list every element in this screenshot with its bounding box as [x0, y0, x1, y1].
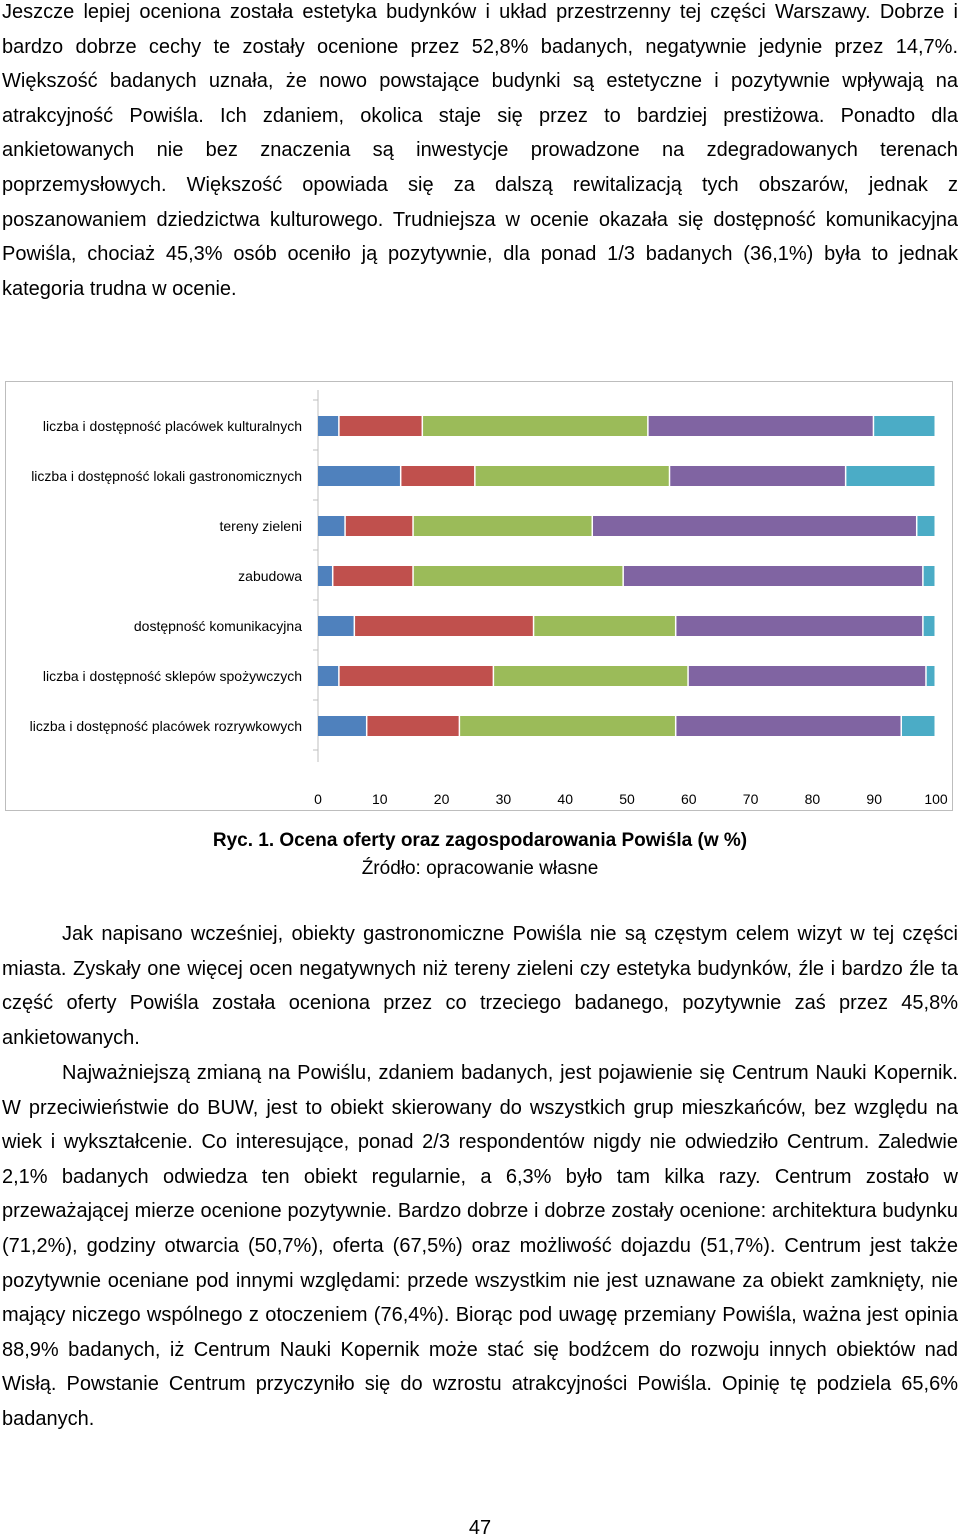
x-tick-label: 70 [742, 791, 759, 807]
bar-segment [340, 416, 422, 436]
bar-segment [593, 516, 916, 536]
bar-segment [846, 466, 934, 486]
bar-segment [649, 416, 873, 436]
category-label: dostępność komunikacyjna [133, 618, 302, 634]
bar-segment [927, 666, 935, 686]
category-label: liczba i dostępność placówek rozrywkowych [29, 718, 302, 734]
bar-segment [670, 466, 845, 486]
bar-segment [624, 566, 922, 586]
bar-segment [902, 716, 934, 736]
stacked-bar-chart [6, 382, 952, 810]
x-tick-label: 90 [866, 791, 882, 807]
x-tick-label: 10 [372, 791, 388, 807]
x-tick-label: 0 [314, 791, 322, 807]
x-tick-label: 60 [681, 791, 697, 807]
bar-segment [318, 516, 344, 536]
figure-source: Źródło: opracowanie własne [361, 858, 599, 879]
bar-segment [318, 616, 354, 636]
category-label: liczba i dostępność lokali gastronomicznych [31, 468, 302, 484]
bar-segment [401, 466, 474, 486]
bar-segment [318, 566, 332, 586]
x-tick-label: 80 [804, 791, 821, 807]
category-label: zabudowa [238, 568, 302, 584]
paragraph-gastronomia: Jak napisano wcześniej, obiekty gastronomiczne Powiśla nie są częstym celem wizyt w tej części miasta. Zyskały one więcej ocen negatywnych niż tereny zieleni czy estetyka budynków, źle i bardzo źle ta część oferty Powiśla została oceniona przez co trzeciego badanego, pozytywnie zaś przez 45,8% ankietowanych. [2, 923, 958, 1049]
bar-segment [676, 716, 900, 736]
bar-segment [318, 416, 338, 436]
bar-segment [423, 416, 647, 436]
bar-segment [476, 466, 669, 486]
x-tick-label: 30 [495, 791, 512, 807]
bar-segment [346, 516, 412, 536]
bar-segment [494, 666, 687, 686]
bar-segment [676, 616, 922, 636]
paragraph-centrum-kopernik: Najważniejszą zmianą na Powiślu, zdaniem badanych, jest pojawienie się Centrum Nauki Kopernik. W przeciwieństwie do BUW, jest to obiekt skierowany do wszystkich grup mieszkańców, bez względu na wiek i wykształcenie. Co interesujące, ponad 2/3 respondentów nigdy nie odwiedziło Centrum. Zaledwie 2,1% badanych odwiedza ten obiekt regularnie, a 6,3% było tam kilka razy. Centrum zostało w przeważającej mierze ocenione pozytywnie. Bardzo dobrze i dobrze zostały ocenione: architektura budynku (71,2%), godziny otwarcia (50,7%), oferta (67,5%) oraz możliwość dojazdu (51,7%). Centrum jest także pozytywnie oceniane pod innymi względami: przede wszystkim nie jest uznawane za obiekt zamknięty, nie mający niczego wspólnego z otoczeniem (76,4%). Biorąc pod uwagę przemiany Powiśla, ważna jest opinia 88,9% badanych, iż Centrum Nauki Kopernik może stać się bodźcem do rozwoju innych obiektów nad Wisłą. Powstanie Centrum przyczyniło się do wzrostu atrakcyjności Powiśla. Opinię tę podziela 65,6% badanych. [2, 1062, 958, 1430]
bar-segment [355, 616, 533, 636]
category-label: liczba i dostępność sklepów spożywczych [42, 668, 302, 684]
x-tick-label: 100 [924, 791, 948, 807]
chart-frame [5, 381, 953, 811]
x-tick-label: 20 [433, 791, 450, 807]
category-label: tereny zieleni [219, 518, 302, 534]
bar-segment [460, 716, 675, 736]
bar-segment [689, 666, 925, 686]
bar-segment [414, 566, 623, 586]
paragraph-estetyka: Jeszcze lepiej oceniona została estetyka budynków i układ przestrzenny tej części Warszawy. Dobrze i bardzo dobrze cechy te zostały ocenione przez 52,8% badanych, negatywnie jedynie przez 14,7%. Większość badanych uznała, że nowo powstające budynki są estetyczne i pozytywnie wpływają na atrakcyjność Powiśla. Ich zdaniem, okolica staje się przez to bardziej prestiżowa. Ponadto dla ankietowanych nie bez znaczenia są inwestycje prowadzone na zdegradowanych terenach poprzemysłowych. Większość opowiada się za dalszą rewitalizacją tych obszarów, jednak z poszanowaniem dziedzictwa kulturowego. Trudniejsza w ocenie okazała się dostępność komunikacyjna Powiśla, chociaż 45,3% osób oceniło ją pozytywnie, dla ponad 1/3 badanych (36,1%) była to jednak kategoria trudna w ocenie. [2, 1, 958, 300]
bar-segment [534, 616, 675, 636]
category-label: liczba i dostępność placówek kulturalnych [42, 418, 302, 434]
bar-segment [917, 516, 934, 536]
page-number: 47 [468, 1517, 492, 1539]
bar-segment [318, 666, 338, 686]
x-tick-label: 40 [557, 791, 573, 807]
x-tick-label: 50 [619, 791, 635, 807]
bar-segment [924, 566, 935, 586]
figure-caption: Ryc. 1. Ocena oferty oraz zagospodarowania Powiśla (w %) [212, 830, 748, 851]
bar-segment [318, 466, 400, 486]
bar-segment [924, 616, 935, 636]
bar-segment [318, 716, 366, 736]
bar-segment [340, 666, 493, 686]
bar-segment [874, 416, 934, 436]
bar-segment [367, 716, 458, 736]
bar-segment [414, 516, 592, 536]
bar-segment [333, 566, 412, 586]
